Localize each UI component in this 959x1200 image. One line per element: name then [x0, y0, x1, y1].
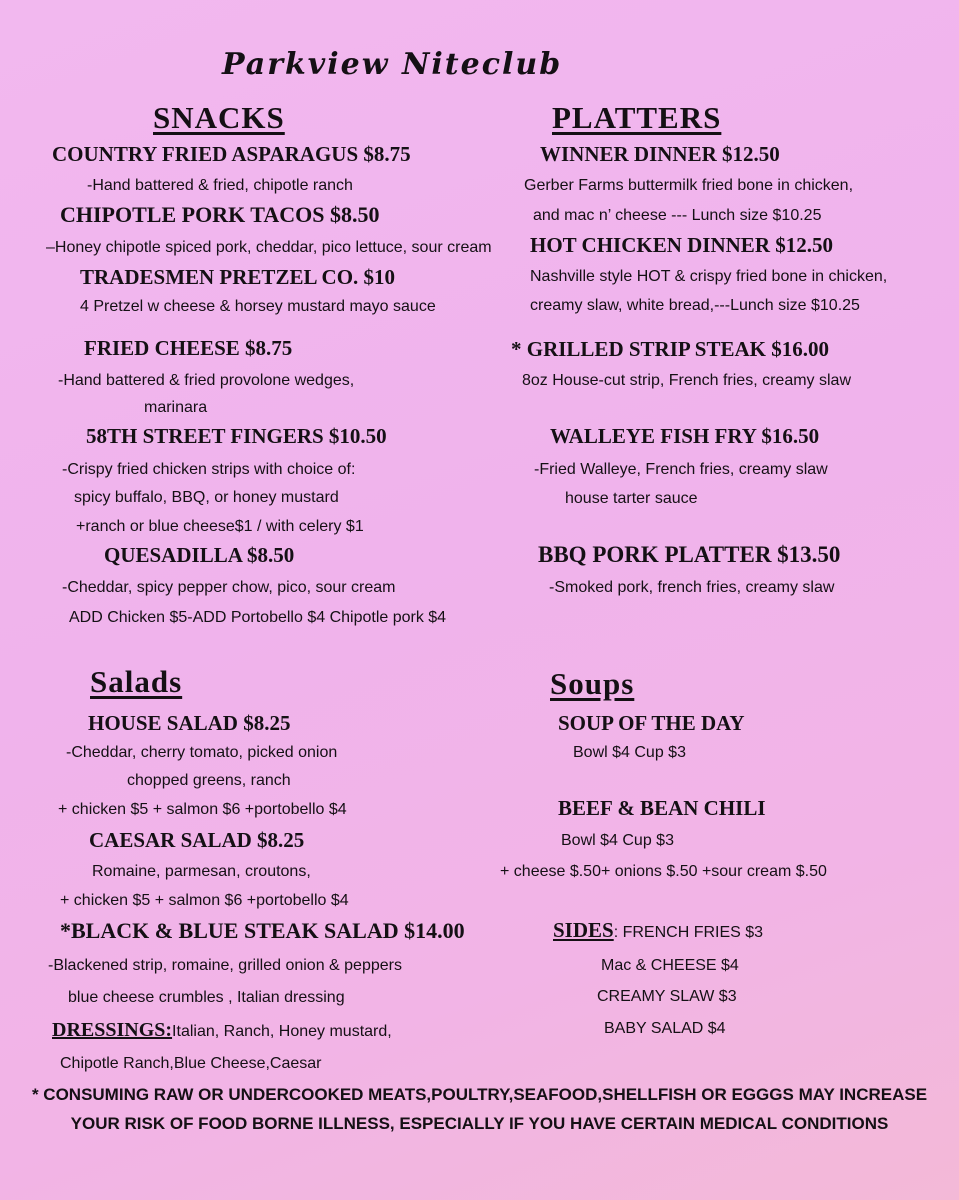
salad-item-desc: Romaine, parmesan, croutons,: [92, 863, 311, 880]
salad-item-name: *BLACK & BLUE STEAK SALAD $14.00: [60, 918, 465, 943]
salad-item-desc: + chicken $5 + salmon $6 +portobello $4: [58, 801, 347, 818]
salad-item-desc: -Cheddar, cherry tomato, picked onion: [66, 744, 338, 761]
snack-item-name: TRADESMEN PRETZEL CO. $10: [80, 265, 396, 289]
snack-item-desc: -Hand battered & fried provolone wedges,: [58, 372, 355, 389]
snacks-heading: SNACKS: [153, 100, 285, 135]
soup-item-desc: Bowl $4 Cup $3: [561, 832, 674, 849]
soup-item-desc: + cheese $.50+ onions $.50 +sour cream $.50: [500, 863, 827, 880]
sides-item: CREAMY SLAW $3: [597, 988, 737, 1005]
sides-item: Mac & CHEESE $4: [601, 957, 739, 974]
platters-heading: PLATTERS: [552, 100, 722, 135]
soup-item-desc: Bowl $4 Cup $3: [573, 744, 686, 761]
dressings-list: Italian, Ranch, Honey mustard,: [172, 1023, 392, 1040]
platter-item-name: * GRILLED STRIP STEAK $16.00: [511, 337, 829, 361]
salad-item-desc: -Blackened strip, romaine, grilled onion & peppers: [48, 957, 402, 974]
platter-item-desc: house tarter sauce: [565, 490, 698, 507]
platter-item-desc: 8oz House-cut strip, French fries, creamy slaw: [522, 372, 851, 389]
platter-item-name: WINNER DINNER $12.50: [540, 142, 780, 166]
platter-item-desc: creamy slaw, white bread,---Lunch size $10.25: [530, 297, 860, 314]
snack-item-desc: –Honey chipotle spiced pork, cheddar, pico lettuce, sour cream: [46, 239, 492, 256]
menu-title: Parkview Niteclub: [222, 47, 563, 82]
salads-heading: Salads: [90, 664, 183, 699]
sides-item: : FRENCH FRIES $3: [613, 924, 764, 941]
platter-item-name: BBQ PORK PLATTER $13.50: [538, 542, 841, 567]
platter-item-desc: -Smoked pork, french fries, creamy slaw: [549, 579, 835, 596]
salad-item-desc: chopped greens, ranch: [127, 772, 291, 789]
soups-heading: Soups: [550, 666, 635, 701]
sides-line: [553, 918, 763, 943]
salad-item-name: HOUSE SALAD $8.25: [88, 711, 291, 735]
platter-item-desc: Nashville style HOT & crispy fried bone in chicken,: [530, 268, 888, 285]
sides-item: BABY SALAD $4: [604, 1020, 726, 1037]
dressings-list: Chipotle Ranch,Blue Cheese,Caesar: [60, 1055, 322, 1072]
platter-item-name: WALLEYE FISH FRY $16.50: [550, 424, 820, 448]
snack-item-name: QUESADILLA $8.50: [104, 543, 295, 567]
platter-item-desc: -Fried Walleye, French fries, creamy slaw: [534, 461, 828, 478]
snack-item-desc: +ranch or blue cheese$1 / with celery $1: [76, 518, 364, 535]
soup-item-name: BEEF & BEAN CHILI: [558, 796, 766, 820]
consumption-warning: * CONSUMING RAW OR UNDERCOOKED MEATS,POULTRY,SEAFOOD,SHELLFISH OR EGGGS MAY INCREASE: [31, 1085, 928, 1104]
dressings-line: [52, 1019, 392, 1042]
snack-item-name: COUNTRY FRIED ASPARAGUS $8.75: [52, 142, 411, 166]
snack-item-name: 58TH STREET FINGERS $10.50: [86, 424, 387, 448]
salad-item-desc: + chicken $5 + salmon $6 +portobello $4: [60, 892, 349, 909]
snack-item-desc: spicy buffalo, BBQ, or honey mustard: [74, 489, 339, 506]
soup-item-name: SOUP OF THE DAY: [558, 711, 745, 735]
snack-item-desc: 4 Pretzel w cheese & horsey mustard mayo sauce: [80, 298, 436, 315]
consumption-warning: YOUR RISK OF FOOD BORNE ILLNESS, ESPECIALLY IF YOU HAVE CERTAIN MEDICAL CONDITIONS: [70, 1114, 889, 1133]
snack-item-desc: -Hand battered & fried, chipotle ranch: [87, 177, 353, 194]
platter-item-name: HOT CHICKEN DINNER $12.50: [530, 233, 833, 257]
snack-item-desc: -Cheddar, spicy pepper chow, pico, sour cream: [62, 579, 396, 596]
snack-item-name: CHIPOTLE PORK TACOS $8.50: [60, 202, 380, 227]
salad-item-desc: blue cheese crumbles , Italian dressing: [68, 989, 345, 1006]
dressings-label: DRESSINGS:: [52, 1019, 173, 1041]
platter-item-desc: and mac n’ cheese --- Lunch size $10.25: [533, 207, 822, 224]
snack-item-name: FRIED CHEESE $8.75: [84, 336, 293, 360]
salad-item-name: CAESAR SALAD $8.25: [89, 828, 305, 852]
platter-item-desc: Gerber Farms buttermilk fried bone in chicken,: [524, 177, 854, 194]
sides-label: SIDES: [553, 918, 614, 942]
snack-item-desc: -Crispy fried chicken strips with choice of:: [62, 461, 356, 478]
snack-item-desc: ADD Chicken $5-ADD Portobello $4 Chipotle pork $4: [69, 609, 447, 626]
snack-item-desc: marinara: [144, 399, 208, 416]
